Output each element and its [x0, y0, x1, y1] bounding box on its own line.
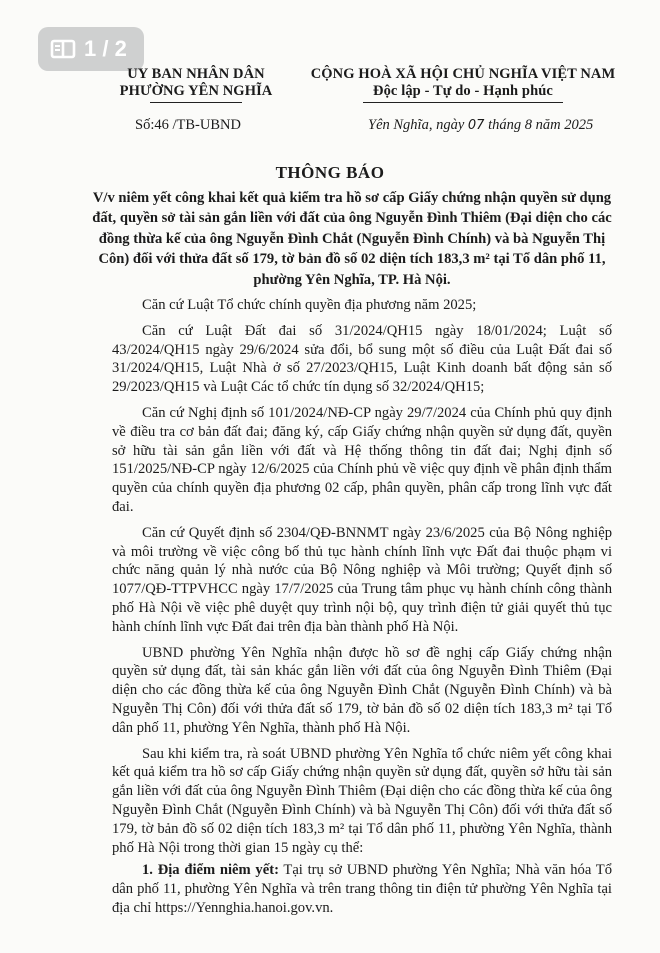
- document-number: Số:46 /TB-UBND: [135, 117, 241, 133]
- document-subject: V/v niêm yết công khai kết quả kiểm tra hồ sơ cấp Giấy chứng nhận quyền sử dụng đất, quyền sở tài sản gắn liền với đất của ông Nguyễn Đình Thiêm (Đại diện cho các đồng thừa kế của ông Nguyễn Đình Chắt (Nguyễn Đình Chính) và bà Nguyễn Thị Côn) đối với thửa đất số 179, tờ bản đồ số 02 diện tích 183,3 m² tại Tổ dân phố 11, phường Yên Nghĩa, TP. Hà Nội.: [92, 190, 612, 288]
- legal-basis-4: Căn cứ Quyết định số 2304/QĐ-BNNMT ngày 23/6/2025 của Bộ Nông nghiệp và môi trường về việc công bố thủ tục hành chính lĩnh vực Đất đai thuộc phạm vi chức năng quản lý nhà nước của Bộ Nông nghiệp và Môi trường; Quyết định số 1077/QĐ-TTPVHCC ngày 17/7/2025 của Trung tâm phục vụ hành chính công thành phố Hà Nội về việc phê duyệt quy trình nội bộ, quy trình điện tử giải quyết thủ tục hành chính lĩnh vực Đất đai trên địa bàn thành phố Hà Nội.: [112, 524, 612, 635]
- book-icon: [50, 38, 76, 60]
- legal-basis-1: Căn cứ Luật Tổ chức chính quyền địa phương năm 2025;: [142, 297, 477, 313]
- document-body: [112, 296, 612, 925]
- legal-basis-2: Căn cứ Luật Đất đai số 31/2024/QH15 ngày 18/01/2024; Luật số 43/2024/QH15 ngày 29/6/2024 sửa đổi, bổ sung một số điều của Luật Đất đai số 31/2024/QH15, Luật Nhà ở số 27/2023/QH15, Luật Kinh doanh bất động sản số 29/2023/QH15 và Luật Các tổ chức tín dụng số 32/2024/QH15;: [112, 322, 612, 396]
- item-1: [112, 861, 612, 917]
- date-prefix: Yên Nghĩa, ngày: [368, 117, 465, 133]
- national-motto: [300, 66, 626, 103]
- issuing-authority: [96, 66, 296, 103]
- item-1-text: Tại trụ sở UBND phường Yên Nghĩa; Nhà văn hóa Tổ dân phố 11, phường Yên Nghĩa và trên trang thông tin điện tử phường Yên Nghĩa tại địa chỉ https://Yennghia.hanoi.gov.vn.: [112, 862, 612, 916]
- posting-paragraph: Sau khi kiểm tra, rà soát UBND phường Yên Nghĩa tổ chức niêm yết công khai kết quả kiểm tra hồ sơ cấp Giấy chứng nhận quyền sử dụng đất, quyền sở hữu tài sản gắn liền với đất của ông Nguyễn Đình Thiêm (Đại diện cho các đồng thừa kế của ông Nguyễn Đình Chắt (Nguyễn Đình Chính) và bà Nguyễn Thị Côn) đối với thửa đất số 179, tờ bản đồ số 02 diện tích 183,3 m² tại Tổ dân phố 11, phường Yên Nghĩa, thành phố Hà Nội trong thời gian 15 ngày cụ thể:: [112, 745, 612, 856]
- page-indicator[interactable]: [38, 27, 144, 71]
- application-paragraph: UBND phường Yên Nghĩa nhận được hồ sơ đề nghị cấp Giấy chứng nhận quyền sử dụng đất, tài sản khác gắn liền với đất của ông Nguyễn Đình Thiêm (Đại diện cho các đồng thừa kế của ông Nguyễn Đình Chắt (Nguyễn Đình Chính) và bà Nguyễn Thị Côn) đối với thửa đất số 179, tờ bản đồ số 02 diện tích 183,3 m² tại Tổ dân phố 11, phường Yên Nghĩa, thành phố Hà Nội.: [112, 644, 612, 736]
- nation-line-1: CỘNG HOÀ XÃ HỘI CHỦ NGHĨA VIỆT NAM: [310, 66, 616, 82]
- nation-line-2: Độc lập - Tự do - Hạnh phúc: [373, 83, 553, 99]
- date-line: [368, 117, 593, 134]
- page-indicator-label: 1 / 2: [84, 36, 127, 61]
- org-underline: [150, 102, 242, 103]
- org-line-1: UY BAN NHÂN DÂN: [127, 66, 265, 82]
- date-day: 07: [467, 118, 485, 133]
- legal-basis-3: Căn cứ Nghị định số 101/2024/NĐ-CP ngày 29/7/2024 của Chính phủ quy định về điều tra cơ bản đất đai; đăng ký, cấp Giấy chứng nhận quyền sử dụng đất, quyền sở hữu tài sản gắn liền với đất và Hệ thống thông tin đất đai; Nghị định số 151/2025/NĐ-CP ngày 12/6/2025 của Chính phủ về việc quy định về phân định thẩm quyền của chính quyền địa phương 02 cấp, phân quyền, phân cấp trong lĩnh vực đất đai.: [112, 404, 612, 515]
- document-title: THÔNG BÁO: [275, 163, 385, 182]
- item-1-label: 1. Địa điểm niêm yết:: [142, 862, 279, 879]
- date-rest: tháng 8 năm 2025: [488, 117, 594, 133]
- org-line-2: PHƯỜNG YÊN NGHĨA: [119, 83, 273, 99]
- motto-underline: [363, 102, 563, 103]
